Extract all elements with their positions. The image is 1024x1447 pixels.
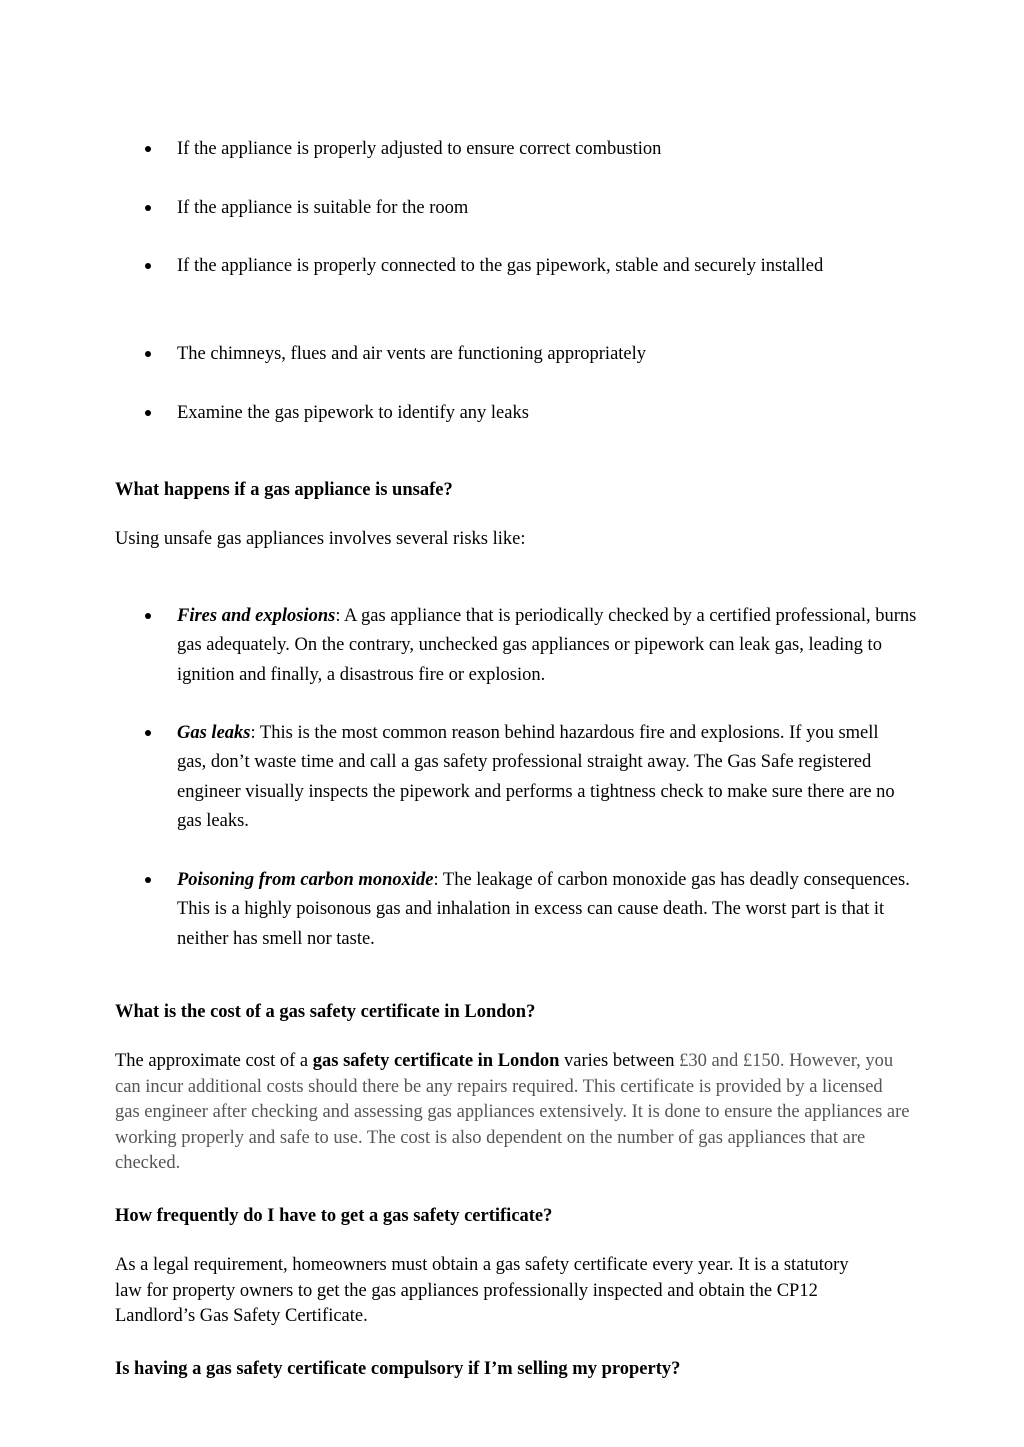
risk-item-carbon-monoxide: [177, 866, 912, 954]
list-item: [177, 252, 857, 281]
risk-term: Gas leaks: [177, 723, 251, 743]
risk-description: : This is the most common reason behind hazardous fire and explosions. If you smell gas, don’t waste time and call a gas safety professional straight away. The Gas Safe registered engineer visually inspects the pipework and performs a tightness check to make sure there are no gas leaks.: [177, 723, 895, 832]
risk-item-fires: [177, 602, 917, 690]
list-item-text: If the appliance is properly connected to the gas pipework, stable and securely installed: [177, 256, 824, 276]
bullet-icon: [145, 410, 151, 416]
risk-term: Poisoning from carbon monoxide: [177, 870, 434, 890]
list-item: [177, 340, 917, 369]
bullet-icon: [145, 205, 151, 211]
section-heading-selling: Is having a gas safety certificate compulsory if I’m selling my property?: [115, 1359, 681, 1379]
cost-keyword: gas safety certificate in London: [312, 1051, 560, 1071]
list-item: [177, 194, 917, 223]
risk-description: : A gas appliance that is periodically checked by a certified professional, burns gas adequately. On the contrary, unchecked gas appliances or pipework can leak gas, leading to ignition and finally, a disastrous fire or explosion.: [177, 606, 917, 685]
section-heading-cost: What is the cost of a gas safety certificate in London?: [115, 1002, 536, 1022]
list-item: [177, 399, 917, 428]
section-body-frequency: As a legal requirement, homeowners must obtain a gas safety certificate every year. It is a statutory law for property owners to get the gas appliances professionally inspected and obtain the CP12 Landlord’s Gas Safety Certificate.: [115, 1255, 849, 1326]
section-intro-unsafe: Using unsafe gas appliances involves several risks like:: [115, 529, 526, 549]
cost-details-text: £30 and £150. However, you can incur additional costs should there be any repairs required. This certificate is provided by a licensed gas engineer after checking and assessing gas appliances extensively. It is done to ensure the appliances are working properly and safe to use. The cost is also dependent on the number of gas appliances that are checked.: [115, 1051, 910, 1173]
bullet-icon: [145, 730, 151, 736]
bullet-icon: [145, 877, 151, 883]
list-item-text: Examine the gas pipework to identify any leaks: [177, 403, 529, 423]
section-heading-unsafe: What happens if a gas appliance is unsafe?: [115, 480, 453, 500]
risk-item-gas-leaks: [177, 719, 902, 837]
list-item-text: The chimneys, flues and air vents are functioning appropriately: [177, 344, 647, 364]
section-body-cost: [115, 1049, 910, 1177]
risk-term: Fires and explosions: [177, 606, 336, 626]
bullet-icon: [145, 613, 151, 619]
list-item-text: If the appliance is properly adjusted to ensure correct combustion: [177, 139, 662, 159]
list-item: [177, 135, 917, 164]
cost-mid-text: varies between: [559, 1051, 680, 1071]
bullet-icon: [145, 351, 151, 357]
section-heading-frequency: How frequently do I have to get a gas safety certificate?: [115, 1206, 553, 1226]
cost-lead-text: The approximate cost of a: [115, 1051, 313, 1071]
risk-description: : The leakage of carbon monoxide gas has deadly consequences. This is a highly poisonous gas and inhalation in excess can cause death. The worst part is that it neither has smell nor taste.: [177, 870, 910, 949]
bullet-icon: [145, 146, 151, 152]
list-item-text: If the appliance is suitable for the room: [177, 198, 469, 218]
bullet-icon: [145, 263, 151, 269]
